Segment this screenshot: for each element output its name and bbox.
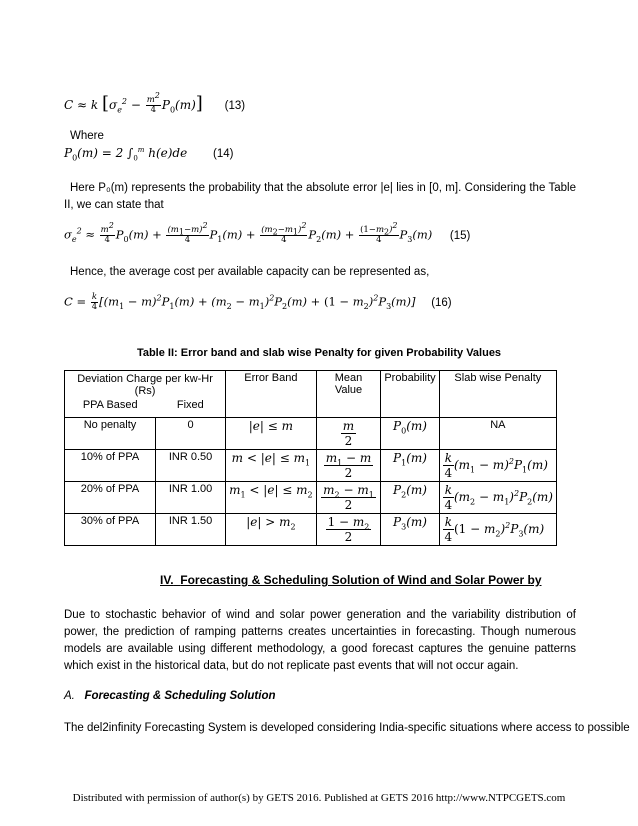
cell-mean-value: $\frac{m_1 - m}{2}$ [316,450,381,482]
cell-probability: $P_2(m)$ [381,482,439,514]
paragraph-average-cost: Hence, the average cost per available capacity can be represented as, [70,266,430,278]
header-ppa-based: PPA Based [65,398,156,418]
cell-fixed: INR 0.50 [156,450,226,482]
cell-mean-value: $\frac{m_2 - m_1}{2}$ [316,482,381,514]
subsection-title: Forecasting & Scheduling Solution [84,690,276,702]
section-title: Forecasting & Scheduling Solution of Wind and Solar Power by [180,573,542,587]
section-number: IV. [160,573,174,587]
cell-error-band: $|e| > m_2$ [226,514,317,546]
equation-16-number: (16) [431,296,452,309]
table-caption: Table II: Error band and slab wise Penalty for given Probability Values [136,347,502,359]
cell-fixed: 0 [156,418,226,450]
cell-fixed: INR 1.50 [156,514,226,546]
cell-ppa: 30% of PPA [65,514,156,546]
section-heading [160,573,542,587]
page-footer: Distributed with permission of author(s) by GETS 2016. Published at GETS 2016 http://www.NTPCGETS.com [72,792,566,804]
cell-error-band: |e| ≤ m [226,418,317,450]
header-mean-value: Mean Value [316,371,381,418]
paragraph-probability: Here P₀(m) represents the probability that the absolute error |e| lies in [0, m]. Considering the Table II, we can state that [64,182,576,211]
table-row [65,450,557,482]
penalty-table [64,370,557,546]
cell-probability: $P_3(m)$ [381,514,439,546]
table-row [65,482,557,514]
cell-fixed: INR 1.00 [156,482,226,514]
table-row [65,418,557,450]
header-probability: Probability [381,371,439,418]
equation-15: $\sigma_e^2$ ≈ $\frac{m^2}{4}$ $P_0(m)$ + $\frac{(m_1-m)^2}{4}$ $P_1(m)$ + $\frac{(m_2-m_1)^2}{4}$ $P_2(m)$ + $\frac{(1-m_2)^2}{4}$ $P_3(m)$ (15) [64,221,471,245]
cell-error-band: $m < |e| \le m_1$ [226,450,317,482]
header-slab-penalty: Slab wise Penalty [439,371,556,418]
cell-ppa: No penalty [65,418,156,450]
table-row [65,514,557,546]
header-fixed: Fixed [156,398,226,418]
paragraph-stochastic: Due to stochastic behavior of wind and solar power generation and the variability distribution of power, the prediction of ramping patterns creates uncertainties in forecasting. Though numerous models are available using different methodology, a good forecast captures the genuine patterns which exist in the historical data, but do not replicate past events that will not occur again. [64,609,576,672]
equation-15-number: (15) [449,229,471,242]
cell-mean-value: $\frac{1 - m_2}{2}$ [316,514,381,546]
cell-penalty: $\frac{k}{4}$ $(m_1 - m)^2P_1(m)$ [439,450,556,482]
equation-13-number: (13) [224,100,246,112]
paragraph-del2infinity: The del2infinity Forecasting System is developed considering India-specific situations where access to possible [64,722,630,734]
equation-14-number: (14) [213,148,234,160]
subsection-letter: A. [64,690,75,702]
cell-penalty: NA [439,418,556,450]
cell-probability: $P_1(m)$ [381,450,439,482]
cell-penalty: $\frac{k}{4}$ $(1 - m_2)^2P_3(m)$ [439,514,556,546]
header-error-band: Error Band [226,371,317,418]
cell-penalty: $\frac{k}{4}$ $(m_2 - m_1)^2P_2(m)$ [439,482,556,514]
equation-13: C ≈ k [$\sigma_e^2$ − $\frac{m^2}{4}$ $P_0(m)$] (13) [64,91,246,115]
header-deviation-charge: Deviation Charge per kw-Hr (Rs) [65,371,226,399]
cell-ppa: 10% of PPA [65,450,156,482]
equation-14: $P_0(m) = 2$ $\int_0^m$ h(e)de (14) [64,146,234,163]
cell-probability: $P_0(m)$ [381,418,439,450]
where-label: Where [70,130,104,142]
equation-16: C = $\frac{k}{4}$ $[(m_1 - m)^2P_1(m) + (m_2 - m_1)^2P_2(m) + (1 - m_2)^2P_3(m)]$ (16) [64,292,452,312]
cell-error-band: $m_1 < |e| \le m_2$ [226,482,317,514]
subsection-heading [64,690,276,702]
cell-ppa: 20% of PPA [65,482,156,514]
cell-mean-value: $\frac{m}{2}$ [316,418,381,450]
